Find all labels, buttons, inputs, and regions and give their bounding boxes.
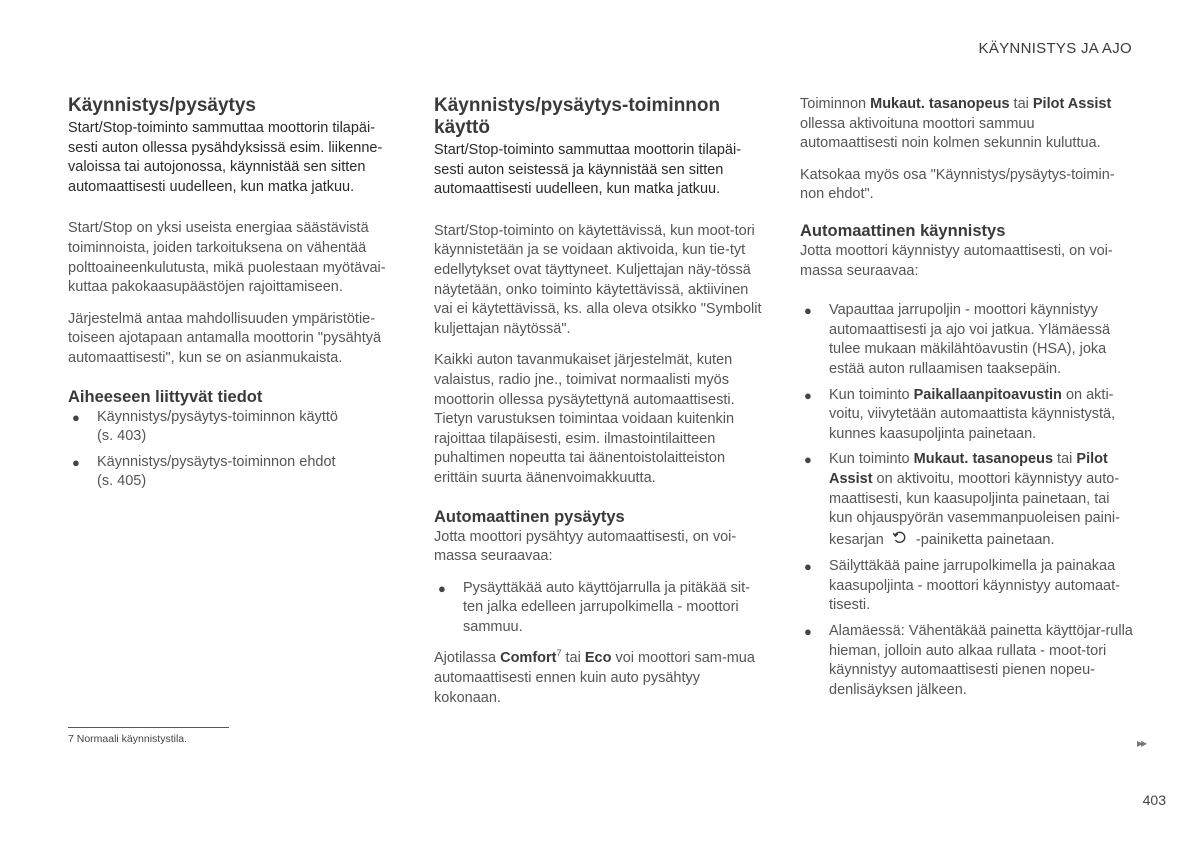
list-item: ● Säilyttäkää paine jarrupolkimella ja painakaa kaasupoljinta - moottori käynnistyy automaat-tisesti. <box>804 558 1120 614</box>
lead-paragraph: Start/Stop-toiminto sammuttaa moottorin tilapäi-sesti auton ollessa pysähdyksissä esim. liikenne-valoissa tai autojonossa, käynnistää sen sitten automaattisesti uudelleen, kun matka jatkuu. <box>68 120 383 195</box>
footnote-divider <box>68 727 229 728</box>
bullet-list <box>800 301 1135 700</box>
list-item: ● Alamäessä: Vähentäkää painetta käyttöjar-rulla hieman, jolloin auto alkaa rullata - moot-tori käynnistyy automaattisesti pienen nopeu-denlisäyksen jälkeen. <box>804 623 1133 698</box>
list-item: ● Kun toiminto Mukaut. tasanopeus tai Pilot Assist on aktivoitu, moottori käynnistyy auto-maattisesti, kun kaasupoljinta painetaan, tai kun ohjauspyörän vasemmanpuoleisen paini-kesarjan -painiketta painetaan. <box>800 450 1135 551</box>
bullet-icon: ● <box>438 580 446 596</box>
body-paragraph: Kaikki auton tavanmukaiset järjestelmät, kuten valaistus, radio jne., toimivat normaalisti myös moottorin ollessa pysäytettynä automaattisesti. Tietyn varustuksen toimintaa voidaan kuitenkin rajoittaa tilapäisesti, esim. ilmastointilaitteen puhaltimen nopeutta tai äänentoistolaitteiston erittäin suurta äänenvoimakkuutta. <box>434 352 735 486</box>
continue-icon[interactable]: ▸▸ <box>1136 736 1145 750</box>
related-heading: Aiheeseen liittyvät tiedot <box>68 387 263 406</box>
footnote: 7 Normaali käynnistystila. <box>68 733 188 745</box>
sub-intro: Jotta moottori käynnistyy automaattisesti, on voi-massa seuraavaa: <box>800 242 1113 279</box>
related-link[interactable]: ● Käynnistys/pysäytys-toiminnon käyttö (s. 403) <box>72 408 338 445</box>
page-number: 403 <box>1142 792 1166 808</box>
section-heading: Käynnistys/pysäytys <box>68 95 256 116</box>
related-link[interactable]: ● Käynnistys/pysäytys-toiminnon ehdot (s. 405) <box>72 453 336 490</box>
eco-paragraph: Ajotilassa Comfort$^7$ tai Eco voi moottori sam-mua automaattisesti ennen kuin auto pysähtyy kokonaan. <box>434 648 755 706</box>
chapter-title: KÄYNNISTYS JA AJO <box>978 40 1132 57</box>
body-paragraph: Start/Stop-toiminto on käytettävissä, kun moot-tori käynnistetään ja se voidaan aktivoida, kun tie-tyt edellytykset ovat täyttyneet. Kuljettajan näy-tössä näytetään, onko toiminto käytettävissä, aktiivinen vai ei käytettävissä, ks. alla oleva otsikko "Symbolit kuljettajan näytössä". <box>434 222 762 337</box>
bullet-icon: ● <box>804 303 812 319</box>
sub-heading: Automaattinen pysäytys <box>434 507 625 526</box>
body-paragraph: Järjestelmä antaa mahdollisuuden ympäristötie-toiseen ajotapaan antamalla moottorin "pysähtyä automaattisesti", kun se on asianmukaista. <box>68 310 382 366</box>
sub-heading: Automaattinen käynnistys <box>800 221 1006 240</box>
section-heading: Käynnistys/pysäytys-toiminnon käyttö <box>434 95 721 138</box>
list-item: ● Vapauttaa jarrupoljin - moottori käynnistyy automaattisesti ja ajo voi jatkua. Ylämäessä tulee mukaan mäkilähtöavustin (HSA), joka estää auton rullaamisen taaksepäin. <box>804 302 1111 377</box>
bullet-icon: ● <box>804 387 812 403</box>
column-2 <box>434 95 769 720</box>
lead-paragraph: Start/Stop-toiminto sammuttaa moottorin tilapäi-sesti auton seistessä ja käynnistää sen sitten automaattisesti uudelleen, kun matka jatkuu. <box>434 142 742 198</box>
body-paragraph: Katsokaa myös osa "Käynnistys/pysäytys-toimin-non ehdot". <box>800 166 1115 203</box>
sub-intro: Jotta moottori pysähtyy automaattisesti, on voi-massa seuraavaa: <box>434 528 737 565</box>
bullet-icon: ● <box>804 559 812 575</box>
column-1 <box>68 95 403 504</box>
bullet-list <box>434 579 769 638</box>
list-item: ● Pysäyttäkää auto käyttöjarrulla ja pitäkää sit-ten jalka edelleen jarrupolkimella - moottori sammuu. <box>438 579 750 635</box>
footnote-ref[interactable]: 7 <box>556 648 562 659</box>
body-paragraph: Toiminnon Mukaut. tasanopeus tai Pilot Assist ollessa aktivoituna moottori sammuu automaattisesti noin kolmen sekunnin kuluttua. <box>800 96 1112 152</box>
related-list <box>68 408 403 492</box>
body-paragraph: Start/Stop on yksi useista energiaa säästävistä toiminnoista, joiden tarkoituksena on vähentää polttoaineenkulutusta, mikä puolestaan myötävai-kuttaa pakokaasupäästöjen rajoittamiseen. <box>68 220 386 296</box>
bullet-icon: ● <box>804 452 812 468</box>
bullet-icon: ● <box>72 454 80 470</box>
list-item: ● Kun toiminto Paikallaanpitoavustin on akti-voitu, viivytetään automaattista käynnistystä, kunnes kaasupoljinta painetaan. <box>804 386 1116 442</box>
bullet-icon: ● <box>804 624 812 640</box>
column-3 <box>800 95 1135 712</box>
bullet-icon: ● <box>72 409 80 425</box>
restart-icon <box>892 529 908 552</box>
